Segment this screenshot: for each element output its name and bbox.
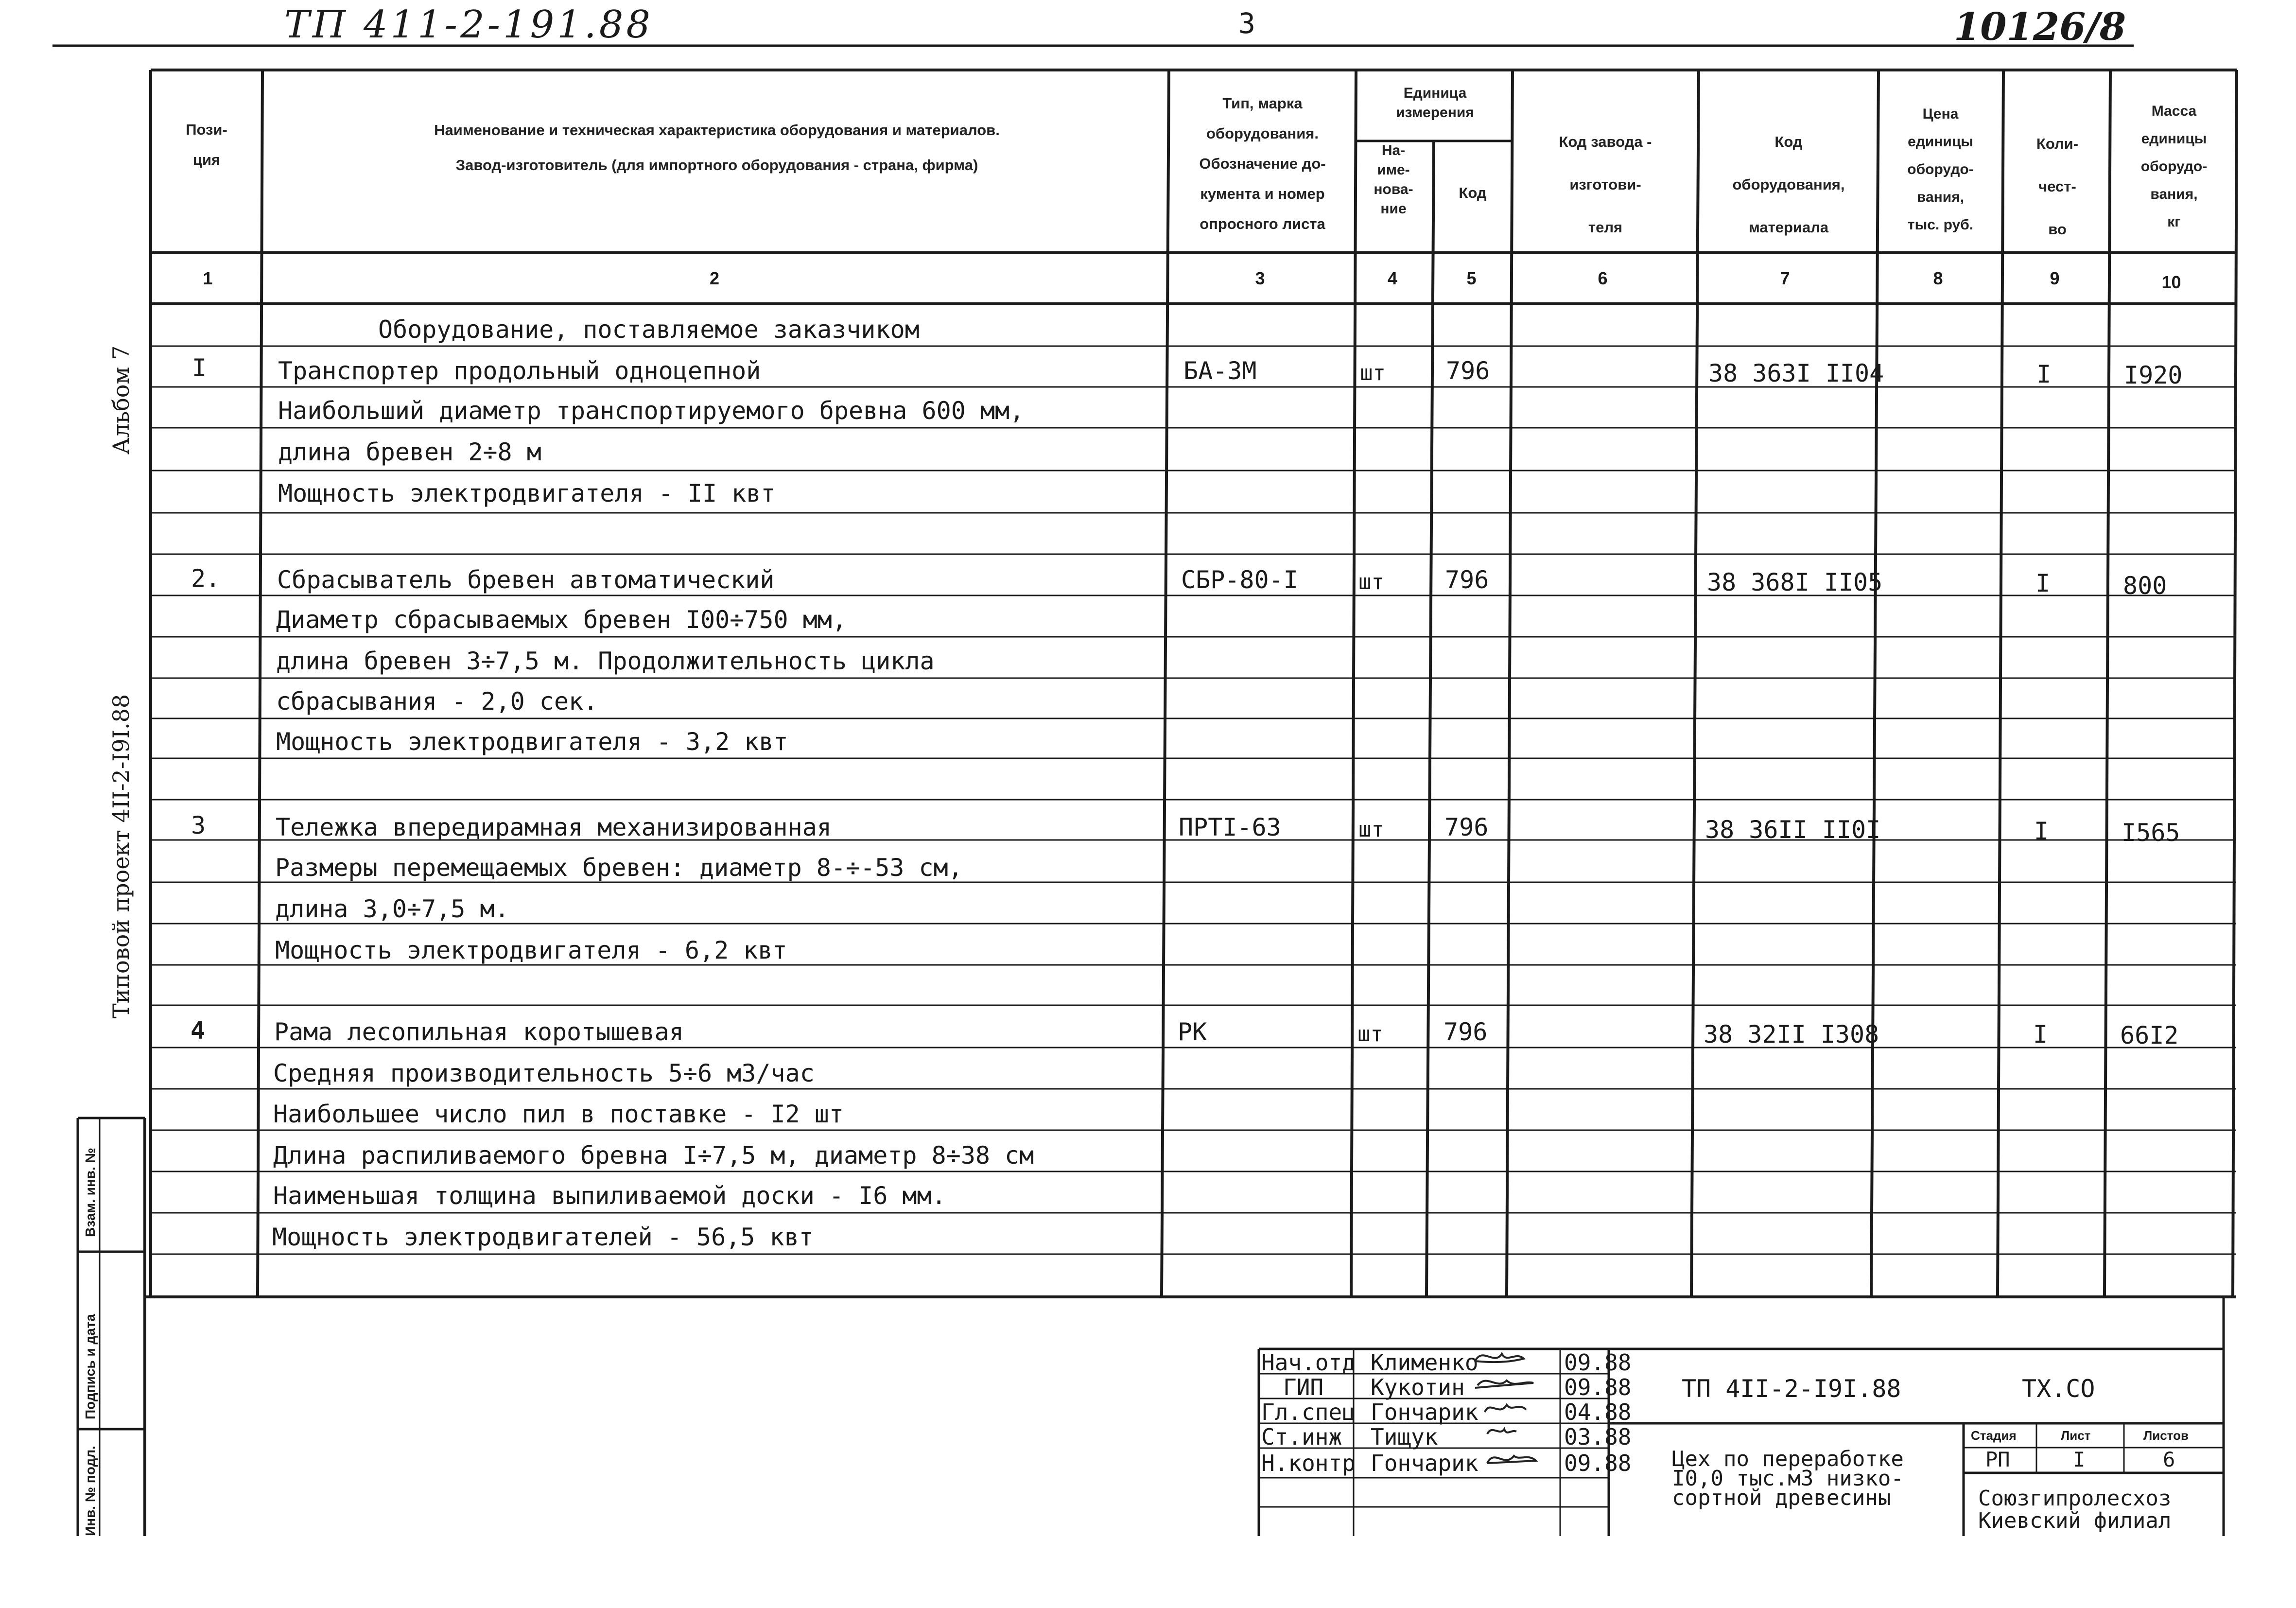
item-quantity: I (2036, 360, 2052, 388)
item-type: БА-3М (1183, 357, 1257, 385)
item-detail: Средняя производительность 5÷6 м3/час (273, 1059, 815, 1087)
item-unit: шт (1357, 1022, 1383, 1047)
item-position: I (192, 354, 207, 382)
signer-date: 09.88 (1564, 1349, 1632, 1376)
signer-name: Гончарик (1371, 1399, 1478, 1425)
item-detail: Наибольший диаметр транспортируемого бревна 600 мм, (278, 397, 1025, 425)
signer-date: 03.88 (1564, 1424, 1632, 1450)
header-quantity: Коли- чест- во (2036, 135, 2079, 238)
header-unit-code: Код (1459, 184, 1487, 201)
stamp-signature-date: Подпись и дата (83, 1314, 98, 1419)
item-quantity: I (2035, 569, 2051, 597)
item-name: Рама лесопильная коротышевая (274, 1018, 684, 1046)
top-project-code: ТП 411-2-191.88 (284, 3, 653, 47)
signer-name: Кукотин (1371, 1374, 1465, 1400)
col-number: 6 (1598, 268, 1608, 288)
header-unit-mass: Масса единицы оборудо- вания, кг (2140, 103, 2208, 230)
col-number: 1 (203, 268, 213, 288)
stamp-replace-inv: Взам. инв. № (83, 1148, 98, 1237)
item-equipment-code: 38 32II I308 (1704, 1020, 1879, 1049)
col-number: 2 (709, 268, 720, 288)
col-number: 10 (2161, 272, 2181, 292)
item-name: Сбрасыватель бревен автоматический (277, 566, 775, 594)
item-unit: шт (1358, 570, 1384, 594)
sheets-value: 6 (2163, 1448, 2175, 1471)
col-number: 8 (1933, 268, 1943, 288)
item-detail: Размеры перемещаемых бревен: диаметр 8-÷-53 см, (275, 854, 963, 882)
album-label: Альбом 7 (108, 345, 134, 454)
page-number: 3 (1238, 7, 1255, 40)
item-position: 3 (191, 811, 206, 839)
col-number: 9 (2050, 268, 2060, 288)
item-detail: Наибольшее число пил в поставке - I2 шт (273, 1100, 844, 1128)
item-unit-code: 796 (1446, 357, 1490, 385)
signer-date: 09.88 (1564, 1374, 1632, 1400)
item-equipment-code: 38 36II II0I (1705, 816, 1881, 844)
title-mark: ТХ.СО (2022, 1375, 2095, 1403)
item-detail: Наименьшая толщина выпиливаемой доски - I6 мм. (273, 1182, 946, 1210)
item-type: СБР-80-I (1181, 566, 1298, 594)
item-position: 4 (191, 1016, 206, 1045)
header-factory-code: Код завода - изготови- теля (1559, 133, 1652, 236)
header-unit-name: На- име- нова- ние (1374, 142, 1413, 217)
item-equipment-code: 38 363I II04 (1708, 359, 1884, 387)
item-detail: Мощность электродвигателя - 3,2 квт (276, 728, 788, 756)
header-type: Тип, марка оборудования. Обозначение до- кумента и номер опросного листа (1199, 95, 1326, 232)
item-detail: длина бревен 2÷8 м (278, 438, 541, 466)
stage-label: Стадия (1971, 1428, 2017, 1443)
item-equipment-code: 38 368I II05 (1707, 568, 1883, 596)
item-detail: длина бревен 3÷7,5 м. Продолжительность цикла (276, 647, 935, 675)
signer-name: Клименко (1371, 1349, 1478, 1376)
item-unit-code: 796 (1444, 813, 1489, 841)
signer-role: Н.контр (1261, 1450, 1356, 1476)
item-detail: Мощность электродвигателей - 56,5 квт (272, 1223, 814, 1251)
item-detail: сбрасывания - 2,0 сек. (276, 687, 598, 716)
item-unit: шт (1360, 361, 1386, 385)
stage-value: РП (1985, 1448, 2010, 1471)
signer-role: ГИП (1283, 1374, 1324, 1400)
title-description: Цех по переработке I0,0 тыс.м3 низко- сортной древесины (1672, 1447, 1904, 1510)
header-name: Наименование и техническая характеристика оборудования и материалов. Завод-изготовитель (для импортного оборудования - страна, фирма) (434, 122, 1000, 174)
signer-name: Гончарик (1371, 1450, 1478, 1476)
sheet-value: I (2073, 1448, 2086, 1471)
header-equipment-code: Код оборудования, материала (1732, 133, 1845, 236)
item-detail: Длина распиливаемого бревна I÷7,5 м, диаметр 8÷38 см (273, 1141, 1034, 1170)
item-detail: Диаметр сбрасываемых бревен I00÷750 мм, (276, 606, 847, 634)
stamp-original-inv: Инв. № подл. (83, 1446, 98, 1536)
header-position: Пози- ция (186, 121, 227, 168)
signer-date: 09.88 (1564, 1450, 1632, 1476)
item-detail: Мощность электродвигателя - 6,2 квт (275, 936, 787, 964)
section-title: Оборудование, поставляемое заказчиком (378, 315, 920, 344)
header-unit-group: Единица измерения (1396, 85, 1474, 121)
item-position: 2. (191, 564, 221, 593)
item-quantity: I (2033, 1020, 2048, 1049)
item-quantity: I (2034, 817, 2049, 845)
item-mass: I920 (2124, 361, 2183, 389)
item-mass: I565 (2122, 819, 2180, 847)
item-name: Транспортер продольный одноцепной (278, 357, 761, 385)
col-number: 3 (1255, 268, 1265, 288)
sheets-label: Листов (2143, 1428, 2189, 1443)
signer-date: 04.88 (1564, 1399, 1632, 1425)
title-doc-code: ТП 4II-2-I9I.88 (1682, 1375, 1901, 1403)
signer-role: Ст.инж (1261, 1424, 1342, 1450)
header-unit-price: Цена единицы оборудо- вания, тыс. руб. (1907, 106, 1974, 233)
item-unit-code: 796 (1444, 1018, 1488, 1046)
col-number: 4 (1387, 268, 1398, 288)
item-unit-code: 796 (1445, 566, 1489, 594)
title-organization: Союзгипролесхоз Киевский филиал (1978, 1486, 2172, 1533)
signer-name: Тищук (1371, 1424, 1438, 1450)
item-unit: шт (1358, 817, 1384, 842)
item-detail: длина 3,0÷7,5 м. (275, 895, 509, 923)
signer-role: Нач.отд (1261, 1349, 1356, 1376)
item-mass: 66I2 (2120, 1021, 2179, 1049)
item-mass: 800 (2123, 572, 2167, 600)
sheet-label: Лист (2061, 1428, 2091, 1443)
col-number: 7 (1780, 268, 1790, 288)
signer-role: Гл.спец (1261, 1399, 1356, 1425)
item-detail: Мощность электродвигателя - II квт (278, 479, 776, 507)
item-name: Тележка впередирамная механизированная (276, 813, 832, 841)
side-project-label: Типовой проект 4II-2-I9I.88 (108, 694, 134, 1018)
inventory-number: 10126/8 (1954, 5, 2126, 49)
item-type: РК (1178, 1018, 1207, 1046)
col-number: 5 (1466, 268, 1477, 288)
item-type: ПРТI-63 (1179, 813, 1281, 841)
